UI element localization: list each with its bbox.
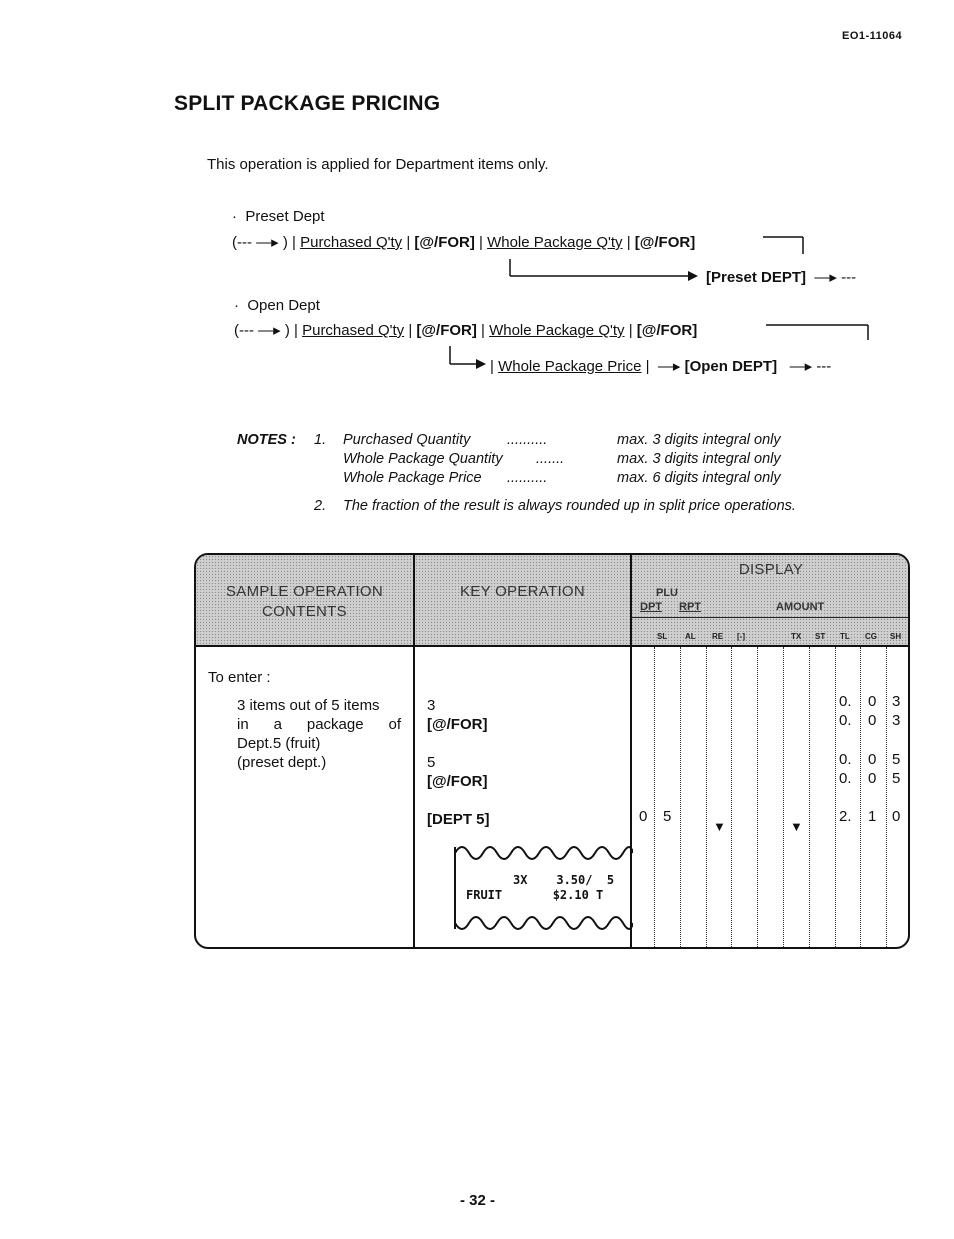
open-flow-line2: | Whole Package Price | —▸ [Open DEPT] —▸ ---	[490, 358, 832, 375]
display-column-guide	[886, 647, 887, 947]
header-sample-line2: CONTENTS	[262, 603, 347, 620]
key-op-3: 3	[427, 697, 436, 714]
triangle-down-icon: ▼	[713, 819, 726, 834]
arrow-right-icon: —▸	[258, 322, 281, 339]
triangle-down-icon: ▼	[790, 819, 803, 834]
key-op-dept5: [DEPT 5]	[427, 811, 490, 828]
content-line: Dept.5 (fruit)	[237, 735, 321, 752]
header-amount: AMOUNT	[776, 601, 825, 613]
display-digit: 5	[892, 770, 901, 787]
purchased-qty-key: Purchased Q'ty	[302, 322, 405, 339]
header-dpt: DPT	[640, 601, 662, 613]
sub-label-minus: [-]	[737, 632, 745, 641]
note-item-name: Purchased Quantity	[343, 432, 471, 448]
sub-label-sh: SH	[890, 632, 902, 641]
header-key-operation: KEY OPERATION	[459, 583, 586, 600]
display-dept-digit: 0	[639, 808, 648, 825]
flow-end: ---	[816, 358, 832, 375]
sub-label-st: ST	[815, 632, 826, 641]
note-item-limit: max. 6 digits integral only	[617, 470, 781, 486]
notes-header: NOTES :	[237, 432, 296, 448]
content-line: 3 items out of 5 items	[237, 697, 380, 714]
sub-label-tl: TL	[840, 632, 850, 641]
document-id: EO1-11064	[842, 30, 903, 42]
display-column-guide	[706, 647, 707, 947]
display-digit: 0	[892, 808, 901, 825]
open-dept-text: Open Dept	[247, 297, 320, 314]
receipt-line-2: FRUIT $2.10 T	[466, 888, 604, 902]
preset-dept-key: [Preset DEPT]	[706, 269, 807, 286]
display-column-guide	[757, 647, 758, 947]
flow-paren: )	[284, 322, 290, 339]
bullet-dot: ·	[234, 297, 239, 314]
note-item-limit: max. 3 digits integral only	[617, 432, 781, 448]
sub-label-tx: TX	[791, 632, 802, 641]
note-item-dots: ..........	[507, 432, 548, 448]
note-item-dots: .......	[536, 451, 565, 467]
whole-pkg-price-key: Whole Package Price	[498, 358, 642, 375]
display-digit: 0	[868, 693, 877, 710]
display-digit: 0	[868, 712, 877, 729]
header-divider	[196, 645, 908, 647]
sub-label-sl: SL	[657, 632, 668, 641]
display-column-guide	[809, 647, 810, 947]
whole-pkg-qty-key: Whole Package Q'ty	[489, 322, 625, 339]
note-number: 1.	[314, 432, 327, 448]
preset-flow-line1: (--- —▸ ) | Purchased Q'ty | [@/FOR] | Whole Package Q'ty | [@/FOR]	[232, 234, 696, 251]
header-rpt: RPT	[679, 601, 701, 613]
note-number: 2.	[314, 498, 327, 514]
arrow-right-icon: —▸	[814, 269, 837, 286]
display-column-guide	[654, 647, 655, 947]
note-item-dots: ..........	[507, 470, 548, 486]
display-digit: 0	[868, 770, 877, 787]
open-dept-key: [Open DEPT]	[684, 358, 778, 375]
display-column-guide	[731, 647, 732, 947]
display-digit: 5	[892, 751, 901, 768]
display-digit: 1	[868, 808, 877, 825]
display-column-guide	[783, 647, 784, 947]
display-digit: 3	[892, 712, 901, 729]
arrow-right-icon: —▸	[657, 358, 681, 375]
display-column-guide	[835, 647, 836, 947]
note-item-name: Whole Package Price	[343, 470, 482, 486]
content-line: To enter :	[208, 669, 271, 686]
column-divider	[413, 555, 415, 947]
display-dept-digit: 5	[663, 808, 672, 825]
preset-dept-label	[232, 208, 325, 225]
purchased-qty-key: Purchased Q'ty	[300, 234, 403, 251]
intro-text: This operation is applied for Department items only.	[207, 156, 549, 173]
content-line: (preset dept.)	[237, 754, 327, 771]
whole-pkg-qty-key: Whole Package Q'ty	[487, 234, 623, 251]
display-header-rule	[632, 617, 908, 618]
flow-end: ---	[841, 269, 857, 286]
flow-paren: )	[282, 234, 288, 251]
display-digit: 3	[892, 693, 901, 710]
key-op-at-for: [@/FOR]	[427, 716, 488, 733]
display-digit: 0.	[839, 693, 852, 710]
key-op-5: 5	[427, 754, 436, 771]
header-plu: PLU	[656, 587, 678, 599]
content-line: in a package of	[237, 716, 401, 733]
at-for-key: [@/FOR]	[414, 234, 475, 251]
note-item-name: Whole Package Quantity	[343, 451, 503, 467]
note-item-limit: max. 3 digits integral only	[617, 451, 781, 467]
display-digit: 2.	[839, 808, 852, 825]
sub-label-cg: CG	[865, 632, 877, 641]
bullet-dot: ·	[232, 208, 237, 225]
arrow-right-icon: —▸	[256, 234, 279, 251]
at-for-key: [@/FOR]	[636, 322, 698, 339]
header-sample-line1: SAMPLE OPERATION	[225, 583, 384, 600]
sample-operation-table	[194, 553, 910, 949]
display-digit: 0.	[839, 751, 852, 768]
preset-flow-line2	[706, 268, 856, 286]
flow-start: (---	[232, 234, 252, 251]
display-column-guide	[860, 647, 861, 947]
sub-label-re: RE	[712, 632, 724, 641]
flow-start: (---	[234, 322, 254, 339]
key-op-at-for: [@/FOR]	[427, 773, 488, 790]
receipt-line-1: 3X 3.50/ 5	[513, 873, 615, 887]
at-for-key: [@/FOR]	[634, 234, 696, 251]
page-number: - 32 -	[460, 1192, 496, 1209]
display-digit: 0	[868, 751, 877, 768]
display-digit: 0.	[839, 712, 852, 729]
open-dept-label	[234, 297, 320, 314]
arrow-right-icon: —▸	[789, 358, 813, 375]
preset-dept-text: Preset Dept	[245, 208, 325, 225]
display-column-guide	[680, 647, 681, 947]
display-digit: 0.	[839, 770, 852, 787]
at-for-key: [@/FOR]	[416, 322, 477, 339]
note-2-text: The fraction of the result is always rounded up in split price operations.	[343, 498, 796, 514]
sub-label-al: AL	[685, 632, 696, 641]
header-display: DISPLAY	[738, 561, 804, 578]
open-flow-line1: (--- —▸ ) | Purchased Q'ty | [@/FOR] | Whole Package Q'ty | [@/FOR]	[234, 322, 698, 339]
page-title: SPLIT PACKAGE PRICING	[174, 92, 441, 115]
